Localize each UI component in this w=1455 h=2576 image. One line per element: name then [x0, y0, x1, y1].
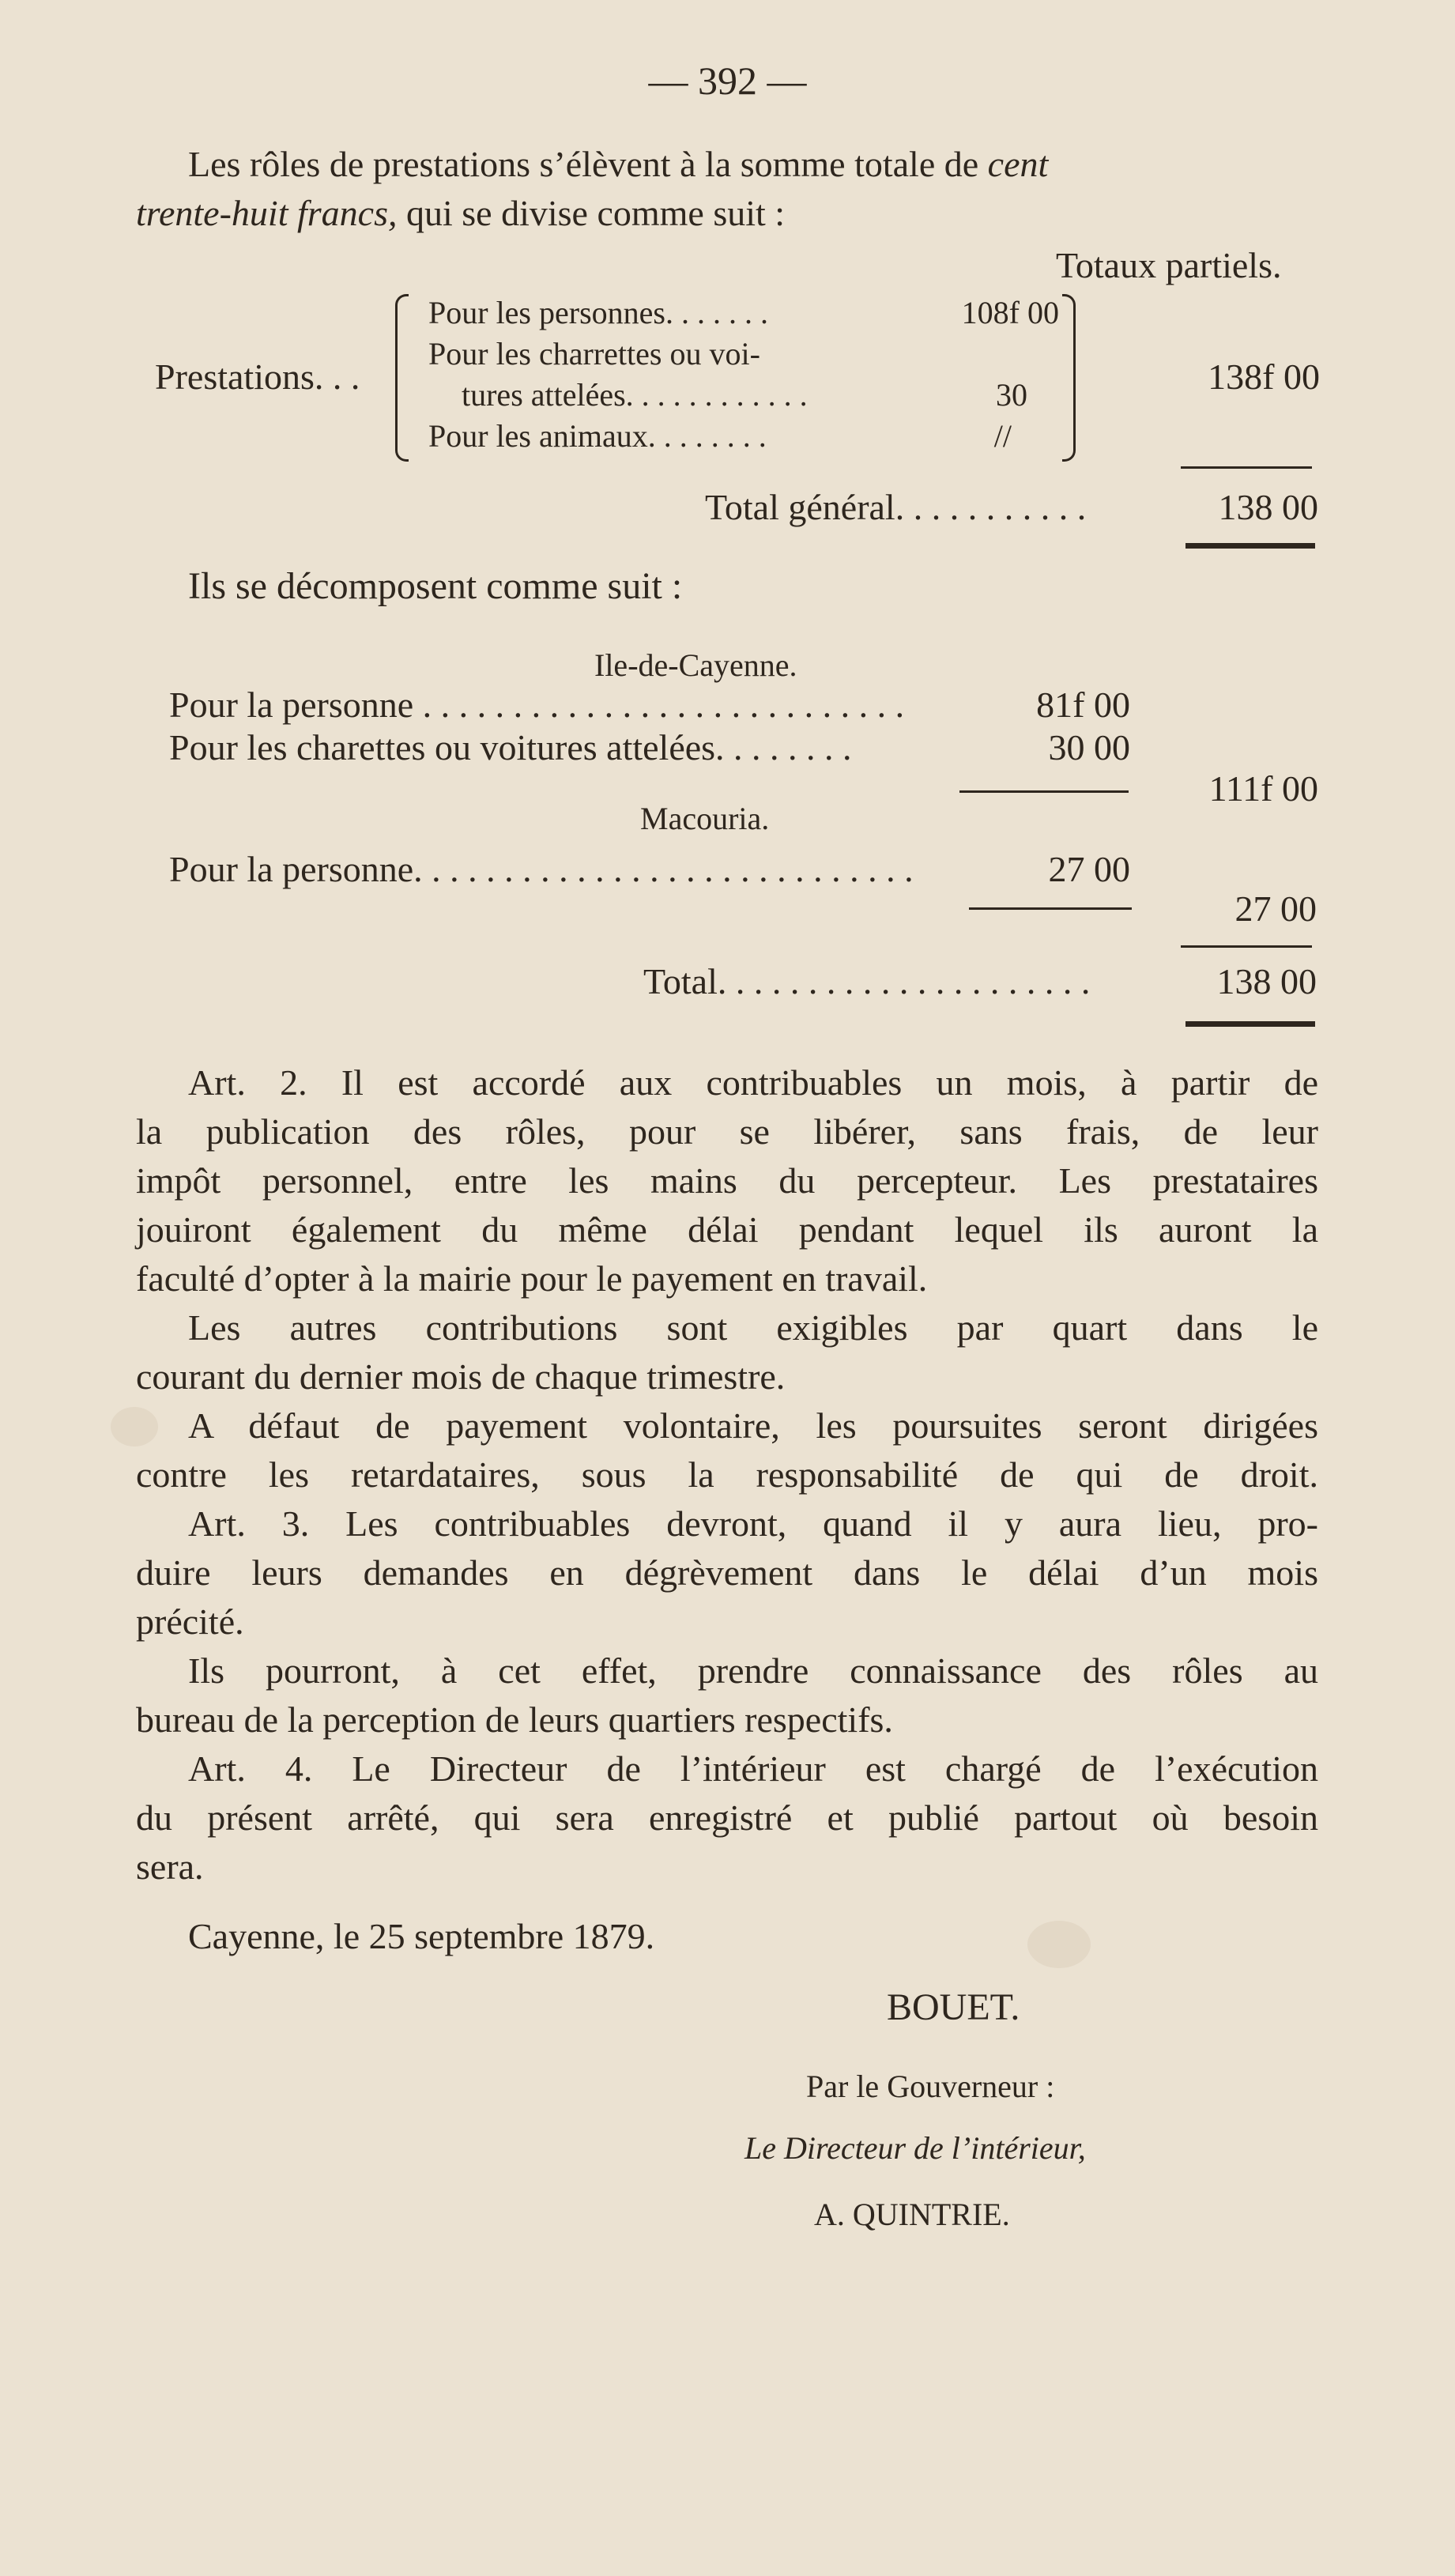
body-line: duire leurs demandes en dégrèvement dans le délai d’un mois [136, 1552, 1318, 1593]
left-brace [395, 294, 409, 462]
cayenne-row-personne: Pour la personne . . . . . . . . . . . . . . . . . . . . . . . . . . . [169, 685, 905, 725]
right-brace [1062, 294, 1076, 462]
intro-line-2 [136, 190, 785, 237]
prestation-value-animaux: // [993, 418, 1012, 454]
cayenne-value-charettes: 30 00 [1048, 727, 1130, 768]
signature-par: Par le Gouverneur : [806, 2069, 1055, 2104]
body-line: A défaut de payement volontaire, les poursuites seront dirigées [188, 1405, 1318, 1446]
macouria-value-personne: 27 00 [1048, 849, 1130, 889]
cayenne-value-personne: 81f 00 [1036, 685, 1130, 725]
total-general-label: Total général. . . . . . . . . . . [705, 487, 1087, 527]
intro-line-1 [188, 141, 1048, 188]
body-line: sera. [136, 1846, 204, 1887]
rule [959, 790, 1129, 793]
body-line: Les autres contributions sont exigibles par quart dans le [188, 1307, 1318, 1348]
rule [1181, 945, 1312, 948]
rule [969, 907, 1132, 910]
totaux-partiels-header: Totaux partiels. [1056, 245, 1282, 285]
macouria-subtotal: 27 00 [1234, 888, 1317, 929]
rule-thick [1185, 543, 1315, 549]
signature-director: A. QUINTRIE. [814, 2197, 1010, 2232]
signature-role: Le Directeur de l’intérieur, [744, 2130, 1086, 2166]
body-line: Ils pourront, à cet effet, prendre connaissance des rôles au [188, 1650, 1318, 1691]
body-line: du présent arrêté, qui sera enregistré et publié partout où besoin [136, 1797, 1318, 1838]
rule [1181, 466, 1312, 469]
macouria-row-personne: Pour la personne. . . . . . . . . . . . . . . . . . . . . . . . . . . . [169, 849, 914, 889]
body-line: Art. 3. Les contribuables devront, quand il y aura lieu, pro- [188, 1503, 1318, 1544]
signature-name: BOUET. [887, 1986, 1020, 2028]
body-line: précité. [136, 1601, 244, 1642]
prestation-value-personnes: 108f 00 [961, 295, 1059, 330]
body-line: faculté d’opter à la mairie pour le payement en travail. [136, 1258, 928, 1299]
paper-stain [1027, 1921, 1091, 1968]
total-general-value: 138 00 [1218, 487, 1318, 527]
body-line: impôt personnel, entre les mains du percepteur. Les prestataires [136, 1160, 1318, 1201]
cayenne-subtotal: 111f 00 [1208, 768, 1318, 809]
ile-de-cayenne-heading: Ile-de-Cayenne. [594, 647, 797, 683]
page-number: — 392 — [648, 58, 807, 103]
body-line: courant du dernier mois de chaque trimestre. [136, 1356, 786, 1397]
intro-text: qui se divise comme suit : [397, 193, 786, 233]
date-line: Cayenne, le 25 septembre 1879. [188, 1916, 655, 1956]
cayenne-row-charettes: Pour les charettes ou voitures attelées. . . . . . . . [169, 727, 852, 768]
prestation-row-personnes: Pour les personnes. . . . . . . [428, 295, 768, 330]
decomposent-text: Ils se décomposent comme suit : [188, 565, 683, 607]
prestation-value-attelees: 30 [996, 377, 1027, 413]
body-line: Art. 4. Le Directeur de l’intérieur est chargé de l’exécution [188, 1748, 1318, 1789]
body-line: contre les retardataires, sous la responsabilité de qui de droit. [136, 1454, 1318, 1495]
prestations-partial-total: 138f 00 [1208, 356, 1320, 397]
total-value: 138 00 [1216, 961, 1317, 1001]
body-line: la publication des rôles, pour se libérer, sans frais, de leur [136, 1111, 1318, 1152]
total-label: Total. . . . . . . . . . . . . . . . . . . . . [643, 961, 1091, 1001]
body-line: bureau de la perception de leurs quartiers respectifs. [136, 1699, 893, 1740]
intro-text: Les rôles de prestations s’élèvent à la somme totale de [188, 144, 988, 184]
body-line: Art. 2. Il est accordé aux contribuables un mois, à partir de [188, 1062, 1318, 1103]
paper-stain [111, 1407, 158, 1446]
macouria-heading: Macouria. [640, 801, 770, 836]
rule-thick [1185, 1021, 1315, 1027]
body-line: jouiront également du même délai pendant lequel ils auront la [136, 1209, 1318, 1250]
prestation-row-animaux: Pour les animaux. . . . . . . . [428, 418, 767, 454]
intro-italic: trente-huit francs, [136, 193, 398, 233]
prestation-row-attelees: tures attelées. . . . . . . . . . . . [462, 377, 808, 413]
prestation-row-charrettes: Pour les charrettes ou voi- [428, 336, 760, 372]
intro-italic: cent [987, 144, 1049, 184]
prestations-label: Prestations. . . [155, 356, 360, 397]
